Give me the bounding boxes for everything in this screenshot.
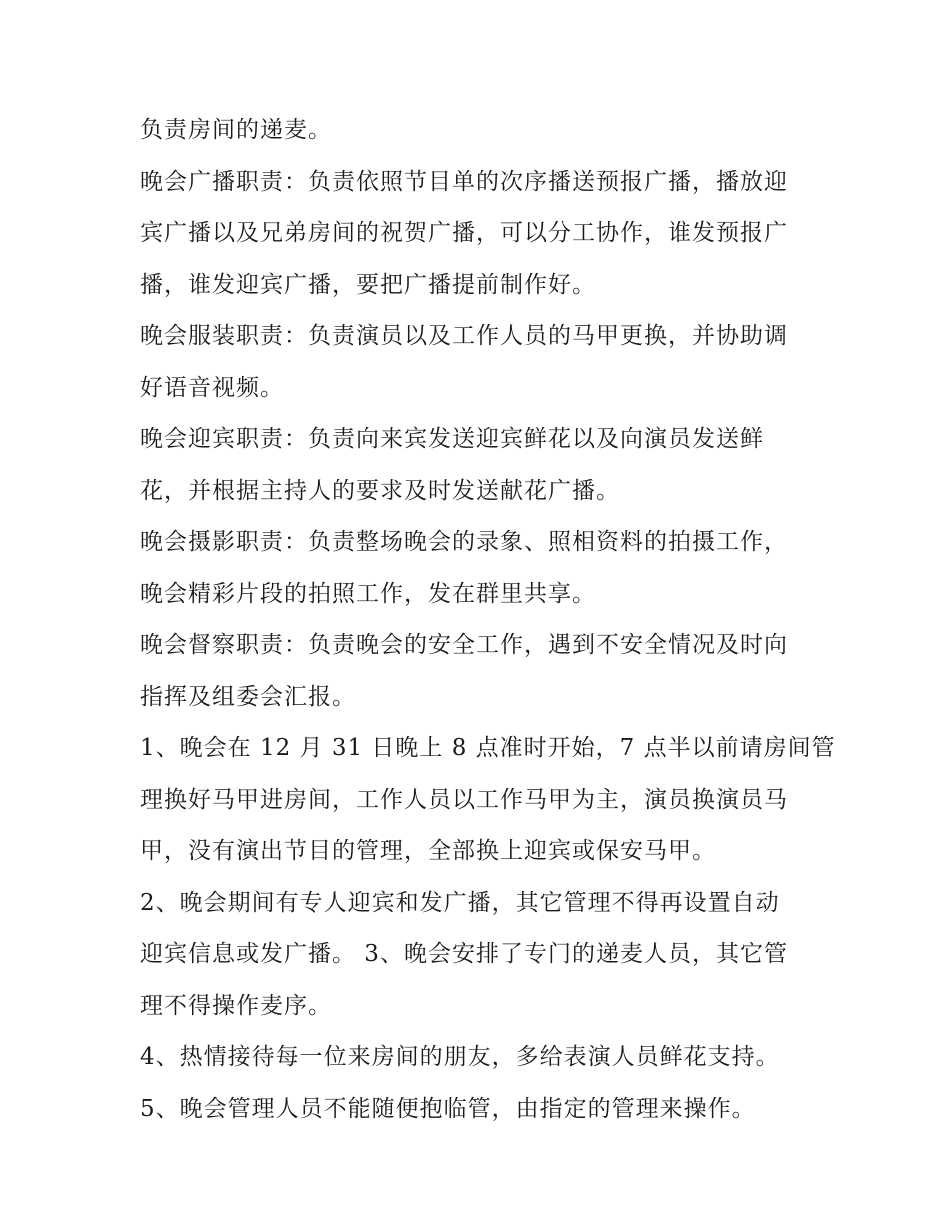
- text-line-17: 迎宾信息或发广播。 3、晚会安排了专门的递麦人员，其它管: [140, 941, 788, 967]
- text-line-6: 好语音视频。: [140, 374, 284, 401]
- text-line-12: 指挥及组委会汇报。: [140, 683, 356, 710]
- text-line-7: 晚会迎宾职责：负责向来宾发送迎宾鲜花以及向演员发送鲜: [140, 426, 764, 452]
- text-line-15: 甲，没有演出节目的管理，全部换上迎宾或保安马甲。: [140, 838, 716, 864]
- text-line-11: 晚会督察职责：负责晚会的安全工作，遇到不安全情况及时向: [140, 632, 788, 658]
- text-line-3: 宾广播以及兄弟房间的祝贺广播，可以分工协作，谁发预报广: [140, 220, 788, 246]
- text-line-13: 1、晚会在 12 月 31 日晚上 8 点准时开始，7 点半以前请房间管: [140, 735, 836, 761]
- text-line-1: 负责房间的递麦。: [140, 117, 332, 143]
- text-line-9: 晚会摄影职责：负责整场晚会的录象、照相资料的拍摄工作，: [140, 529, 788, 555]
- text-line-19: 4、热情接待每一位来房间的朋友，多给表演人员鲜花支持。: [140, 1044, 780, 1070]
- text-line-16: 2、晚会期间有专人迎宾和发广播，其它管理不得再设置自动: [140, 889, 780, 916]
- document-body: [140, 105, 836, 1135]
- text-line-2: 晚会广播职责：负责依照节目单的次序播送预报广播，播放迎: [140, 168, 788, 195]
- text-line-4: 播，谁发迎宾广播，要把广播提前制作好。: [140, 271, 596, 298]
- text-line-20: 5、晚会管理人员不能随便抱临管，由指定的管理来操作。: [140, 1095, 756, 1122]
- text-line-18: 理不得操作麦序。: [140, 992, 332, 1019]
- text-line-10: 晚会精彩片段的拍照工作，发在群里共享。: [140, 580, 596, 607]
- text-line-14: 理换好马甲进房间，工作人员以工作马甲为主，演员换演员马: [140, 786, 788, 813]
- text-line-8: 花，并根据主持人的要求及时发送献花广播。: [140, 477, 620, 504]
- text-line-5: 晚会服装职责：负责演员以及工作人员的马甲更换，并协助调: [140, 323, 788, 349]
